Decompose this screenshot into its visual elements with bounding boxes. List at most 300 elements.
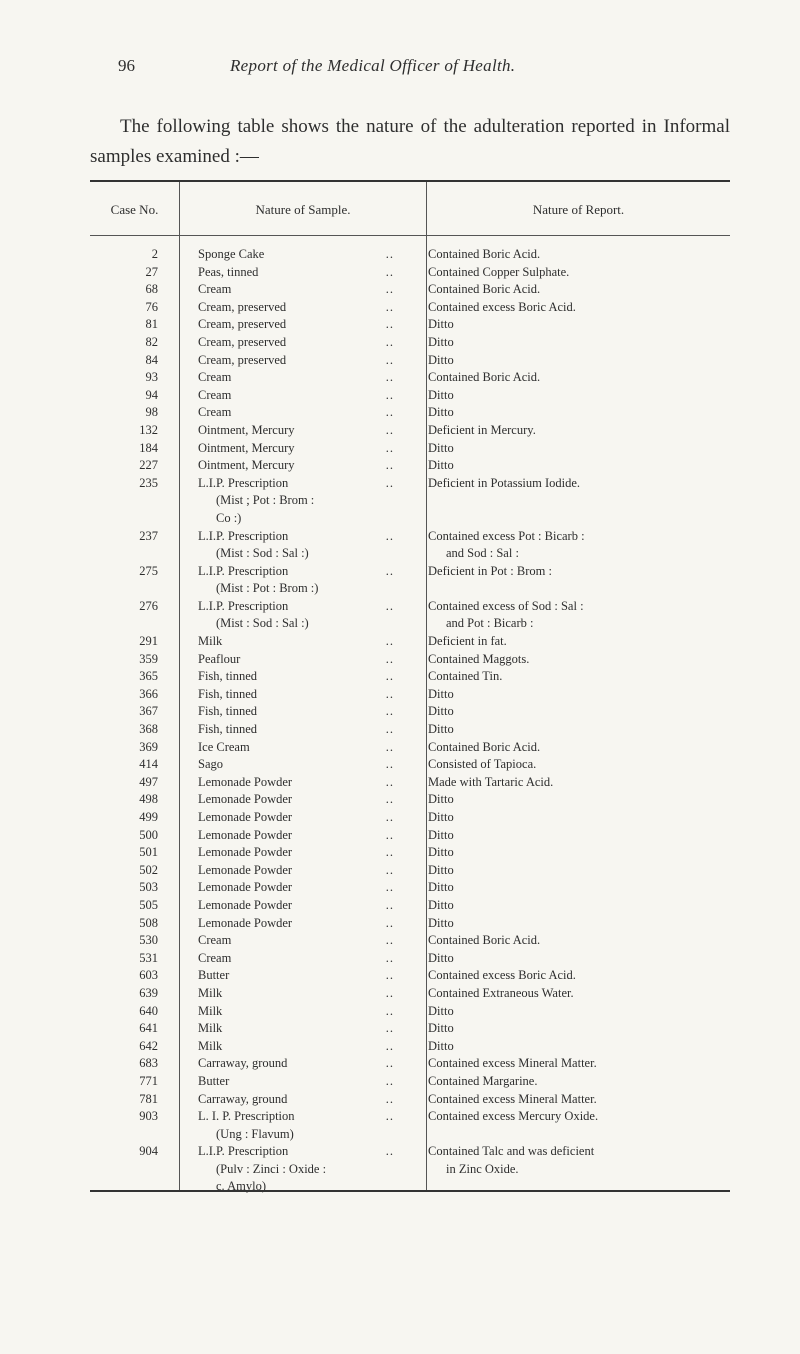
- report-text: Ditto: [428, 352, 454, 367]
- table-row: [90, 862, 730, 880]
- report-continuation: and Sod : Sal :: [446, 546, 519, 561]
- report-text: Ditto: [428, 810, 454, 825]
- sample-text: Milk: [198, 1038, 223, 1053]
- case-number: 501: [139, 845, 158, 860]
- dot-leader: ..: [385, 1144, 394, 1159]
- dot-leader: ..: [385, 1109, 394, 1124]
- dot-leader: ..: [385, 880, 394, 895]
- dot-leader: ..: [385, 1021, 394, 1036]
- sample-name: [198, 352, 394, 370]
- case-number: 771: [139, 1073, 158, 1088]
- sample-text: Cream, preserved: [198, 334, 287, 349]
- sample-text: Ointment, Mercury: [198, 458, 295, 473]
- sample-cell: [198, 1020, 394, 1038]
- table-row: [90, 352, 730, 370]
- case-number: 505: [139, 897, 158, 912]
- sample-cell: [198, 967, 394, 985]
- report-text: Contained excess Mineral Matter.: [428, 1091, 597, 1106]
- case-number: 904: [139, 1144, 158, 1159]
- dot-leader: ..: [385, 1073, 394, 1088]
- sample-cell: [198, 809, 394, 827]
- sample-text: L.I.P. Prescription: [198, 528, 289, 543]
- sample-text: Milk: [198, 1003, 223, 1018]
- sample-name: [198, 668, 394, 686]
- report-text: Ditto: [428, 1003, 454, 1018]
- dot-leader: ..: [385, 528, 394, 543]
- sample-text: Sponge Cake: [198, 247, 265, 261]
- case-number: 184: [139, 440, 158, 455]
- report-cell: [428, 1108, 728, 1126]
- case-number: 508: [139, 915, 158, 930]
- dot-leader: ..: [385, 950, 394, 965]
- report-cell: [428, 932, 728, 950]
- sample-text: Cream: [198, 282, 232, 297]
- case-number: 498: [139, 792, 158, 807]
- table-row: [90, 950, 730, 968]
- case-number: 291: [139, 634, 158, 649]
- sample-name: [198, 932, 394, 950]
- page-number: 96: [118, 56, 135, 75]
- table-row: [90, 651, 730, 669]
- report-text: Deficient in fat.: [428, 634, 507, 649]
- table-row: [90, 668, 730, 686]
- report-continuation: and Pot : Bicarb :: [446, 616, 534, 631]
- sample-name: [198, 316, 394, 334]
- table-row: [90, 475, 730, 528]
- sample-cell: [198, 422, 394, 440]
- case-number: 98: [145, 405, 158, 420]
- running-title: Report of the Medical Officer of Health.: [230, 56, 516, 75]
- sample-cell: [198, 598, 394, 633]
- table-row: [90, 739, 730, 757]
- dot-leader: ..: [385, 897, 394, 912]
- report-text: Ditto: [428, 950, 454, 965]
- sample-name: [198, 897, 394, 915]
- dot-leader: ..: [385, 669, 394, 684]
- table-row: [90, 1020, 730, 1038]
- sample-cell: [198, 633, 394, 651]
- report-cell: [428, 528, 728, 563]
- table-row: [90, 404, 730, 422]
- dot-leader: ..: [385, 282, 394, 297]
- case-number: 683: [139, 1056, 158, 1071]
- table-row: [90, 686, 730, 704]
- report-text: Contained excess Mineral Matter.: [428, 1056, 597, 1071]
- dot-leader: ..: [385, 1091, 394, 1106]
- table-row: [90, 440, 730, 458]
- sample-name: [198, 1108, 394, 1126]
- table-row: [90, 1073, 730, 1091]
- sample-text: Carraway, ground: [198, 1091, 288, 1106]
- sample-name: [198, 985, 394, 1003]
- report-text: Contained Boric Acid.: [428, 933, 541, 948]
- case-number: 275: [139, 563, 158, 578]
- case-number: 781: [139, 1091, 158, 1106]
- table-row: [90, 246, 730, 264]
- sample-name: [198, 334, 394, 352]
- sample-name: [198, 1143, 394, 1161]
- sample-cell: [198, 756, 394, 774]
- sample-cell: [198, 1003, 394, 1021]
- case-number: 530: [139, 933, 158, 948]
- dot-leader: ..: [385, 352, 394, 367]
- case-number: 81: [145, 317, 158, 332]
- dot-leader: ..: [385, 264, 394, 279]
- report-text: Deficient in Mercury.: [428, 422, 536, 437]
- dot-leader: ..: [385, 792, 394, 807]
- report-text: Consisted of Tapioca.: [428, 757, 537, 772]
- sample-name: [198, 915, 394, 933]
- sample-name: [198, 791, 394, 809]
- sample-text: Lemonade Powder: [198, 792, 293, 807]
- report-cell: [428, 774, 728, 792]
- sample-name: [198, 1073, 394, 1091]
- sample-text: Cream: [198, 387, 232, 402]
- sample-continuation: (Mist : Sod : Sal :): [216, 616, 309, 631]
- case-number: 84: [145, 352, 158, 367]
- case-number: 369: [139, 739, 158, 754]
- report-text: Deficient in Potassium Iodide.: [428, 475, 581, 490]
- report-text: Contained Extraneous Water.: [428, 985, 574, 1000]
- sample-continuation: c. Amylo): [216, 1179, 266, 1194]
- case-number: 903: [139, 1109, 158, 1124]
- sample-name: [198, 721, 394, 739]
- sample-name: [198, 299, 394, 317]
- sample-cell: [198, 352, 394, 370]
- sample-cell: [198, 985, 394, 1003]
- sample-continuation: (Mist : Sod : Sal :): [216, 546, 309, 561]
- sample-text: Milk: [198, 634, 223, 649]
- case-number: 27: [145, 264, 158, 279]
- sample-cell: [198, 246, 394, 264]
- dot-leader: ..: [385, 334, 394, 349]
- table-row: [90, 967, 730, 985]
- table-row: [90, 316, 730, 334]
- case-number: 227: [139, 458, 158, 473]
- report-cell: [428, 440, 728, 458]
- sample-text: Butter: [198, 1073, 230, 1088]
- sample-text: Fish, tinned: [198, 722, 258, 737]
- case-number: 603: [139, 968, 158, 983]
- report-cell: [428, 879, 728, 897]
- sample-name: [198, 440, 394, 458]
- dot-leader: ..: [385, 686, 394, 701]
- sample-name: [198, 369, 394, 387]
- sample-cell: [198, 703, 394, 721]
- dot-leader: ..: [385, 933, 394, 948]
- case-number: 368: [139, 722, 158, 737]
- case-number: 414: [139, 757, 158, 772]
- sample-cell: [198, 686, 394, 704]
- report-cell: [428, 1091, 728, 1109]
- case-number: 237: [139, 528, 158, 543]
- sample-name: [198, 739, 394, 757]
- case-number: 503: [139, 880, 158, 895]
- table-row: [90, 985, 730, 1003]
- table-row: [90, 756, 730, 774]
- sample-name: [198, 686, 394, 704]
- table-header-rule: [90, 235, 730, 236]
- report-text: Contained Boric Acid.: [428, 739, 541, 754]
- report-cell: [428, 756, 728, 774]
- sample-name: [198, 844, 394, 862]
- sample-name: [198, 1091, 394, 1109]
- dot-leader: ..: [385, 299, 394, 314]
- sample-cell: [198, 1091, 394, 1109]
- report-text: Ditto: [428, 458, 454, 473]
- case-number: 500: [139, 827, 158, 842]
- report-cell: [428, 915, 728, 933]
- report-text: Contained excess Boric Acid.: [428, 968, 576, 983]
- sample-name: [198, 703, 394, 721]
- report-text: Ditto: [428, 792, 454, 807]
- sample-name: [198, 281, 394, 299]
- dot-leader: ..: [385, 634, 394, 649]
- dot-leader: ..: [385, 1056, 394, 1071]
- report-text: Made with Tartaric Acid.: [428, 774, 554, 789]
- sample-continuation: (Mist : Pot : Brom :): [216, 581, 319, 596]
- report-cell: [428, 862, 728, 880]
- report-cell: [428, 651, 728, 669]
- case-number: 367: [139, 704, 158, 719]
- sample-continuation: Co :): [216, 510, 242, 525]
- sample-cell: [198, 404, 394, 422]
- report-cell: [428, 369, 728, 387]
- table-bottom-rule: [90, 1190, 730, 1192]
- sample-name: [198, 967, 394, 985]
- report-cell: [428, 897, 728, 915]
- sample-cell: [198, 827, 394, 845]
- sample-text: L.I.P. Prescription: [198, 1144, 289, 1159]
- case-number: 639: [139, 985, 158, 1000]
- dot-leader: ..: [385, 845, 394, 860]
- case-number: 499: [139, 810, 158, 825]
- report-text: Deficient in Pot : Brom :: [428, 563, 552, 578]
- sample-text: Cream: [198, 370, 232, 385]
- dot-leader: ..: [385, 704, 394, 719]
- sample-text: Peas, tinned: [198, 264, 259, 279]
- report-cell: [428, 563, 728, 581]
- sample-cell: [198, 387, 394, 405]
- case-number: 93: [145, 370, 158, 385]
- table-row: [90, 827, 730, 845]
- report-continuation: in Zinc Oxide.: [446, 1161, 519, 1176]
- report-cell: [428, 422, 728, 440]
- table-row: [90, 264, 730, 282]
- sample-name: [198, 633, 394, 651]
- case-number: 359: [139, 651, 158, 666]
- intro-paragraph: The following table shows the nature of the adulteration reported in Informal samples examined :—: [90, 116, 730, 167]
- case-number: 94: [145, 387, 158, 402]
- sample-cell: [198, 651, 394, 669]
- dot-leader: ..: [385, 422, 394, 437]
- table-row: [90, 563, 730, 598]
- report-text: Contained Talc and was deficient: [428, 1144, 595, 1159]
- report-cell: [428, 1073, 728, 1091]
- sample-cell: [198, 1055, 394, 1073]
- sample-text: L.I.P. Prescription: [198, 475, 289, 490]
- sample-text: Lemonade Powder: [198, 774, 293, 789]
- sample-name: [198, 1055, 394, 1073]
- sample-text: Lemonade Powder: [198, 845, 293, 860]
- dot-leader: ..: [385, 774, 394, 789]
- sample-name: [198, 651, 394, 669]
- dot-leader: ..: [385, 247, 394, 261]
- sample-cell: [198, 1143, 394, 1196]
- sample-cell: [198, 950, 394, 968]
- sample-text: Peaflour: [198, 651, 241, 666]
- case-number: 502: [139, 862, 158, 877]
- dot-leader: ..: [385, 915, 394, 930]
- sample-cell: [198, 897, 394, 915]
- sample-cell: [198, 440, 394, 458]
- table-row: [90, 299, 730, 317]
- dot-leader: ..: [385, 827, 394, 842]
- sample-name: [198, 563, 394, 581]
- sample-cell: [198, 791, 394, 809]
- table-top-rule: [90, 180, 730, 182]
- report-text: Contained excess Boric Acid.: [428, 299, 576, 314]
- report-cell: [428, 1020, 728, 1038]
- sample-text: Lemonade Powder: [198, 897, 293, 912]
- dot-leader: ..: [385, 440, 394, 455]
- report-cell: [428, 264, 728, 282]
- sample-name: [198, 598, 394, 616]
- report-cell: [428, 950, 728, 968]
- sample-text: Lemonade Powder: [198, 862, 293, 877]
- case-number: 276: [139, 598, 158, 613]
- table-row: [90, 1143, 730, 1196]
- case-number: 365: [139, 669, 158, 684]
- table-row: [90, 334, 730, 352]
- report-cell: [428, 1143, 728, 1178]
- dot-leader: ..: [385, 598, 394, 613]
- report-text: Ditto: [428, 915, 454, 930]
- sample-text: Cream, preserved: [198, 299, 287, 314]
- report-cell: [428, 967, 728, 985]
- sample-cell: [198, 879, 394, 897]
- table-row: [90, 1003, 730, 1021]
- report-cell: [428, 827, 728, 845]
- sample-text: Cream, preserved: [198, 317, 287, 332]
- report-text: Ditto: [428, 827, 454, 842]
- table-row: [90, 932, 730, 950]
- dot-leader: ..: [385, 1003, 394, 1018]
- report-text: Contained Margarine.: [428, 1073, 538, 1088]
- case-number: 642: [139, 1038, 158, 1053]
- report-cell: [428, 1003, 728, 1021]
- report-cell: [428, 246, 728, 264]
- header-nature-of-report: Nature of Report.: [532, 202, 625, 217]
- report-text: Ditto: [428, 1038, 454, 1053]
- report-cell: [428, 281, 728, 299]
- sample-name: [198, 879, 394, 897]
- sample-name: [198, 1003, 394, 1021]
- report-text: Ditto: [428, 897, 454, 912]
- sample-text: L.I.P. Prescription: [198, 563, 289, 578]
- dot-leader: ..: [385, 651, 394, 666]
- sample-cell: [198, 299, 394, 317]
- report-cell: [428, 985, 728, 1003]
- report-cell: [428, 668, 728, 686]
- report-cell: [428, 844, 728, 862]
- dot-leader: ..: [385, 370, 394, 385]
- table-row: [90, 897, 730, 915]
- report-cell: [428, 387, 728, 405]
- sample-text: Lemonade Powder: [198, 827, 293, 842]
- report-text: Contained excess of Sod : Sal :: [428, 598, 584, 613]
- table-row: [90, 879, 730, 897]
- sample-name: [198, 246, 394, 264]
- table-row: [90, 774, 730, 792]
- sample-text: Milk: [198, 985, 223, 1000]
- report-text: Ditto: [428, 845, 454, 860]
- sample-text: Cream: [198, 933, 232, 948]
- case-number: 497: [139, 774, 158, 789]
- sample-cell: [198, 334, 394, 352]
- report-text: Contained Copper Sulphate.: [428, 264, 570, 279]
- report-cell: [428, 809, 728, 827]
- sample-cell: [198, 528, 394, 563]
- table-row: [90, 387, 730, 405]
- case-number: 366: [139, 686, 158, 701]
- sample-text: Lemonade Powder: [198, 880, 293, 895]
- sample-continuation: (Pulv : Zinci : Oxide :: [216, 1161, 327, 1176]
- sample-text: L.I.P. Prescription: [198, 598, 289, 613]
- sample-continuation: (Mist ; Pot : Brom :: [216, 493, 315, 508]
- sample-text: Ice Cream: [198, 739, 250, 754]
- dot-leader: ..: [385, 985, 394, 1000]
- sample-cell: [198, 1073, 394, 1091]
- report-cell: [428, 316, 728, 334]
- sample-cell: [198, 1108, 394, 1143]
- table-row: [90, 457, 730, 475]
- report-text: Ditto: [428, 704, 454, 719]
- dot-leader: ..: [385, 563, 394, 578]
- dot-leader: ..: [385, 757, 394, 772]
- sample-text: Lemonade Powder: [198, 915, 293, 930]
- sample-name: [198, 387, 394, 405]
- table-row: [90, 844, 730, 862]
- report-text: Contained Boric Acid.: [428, 282, 541, 297]
- sample-cell: [198, 844, 394, 862]
- table-row: [90, 791, 730, 809]
- table-row: [90, 721, 730, 739]
- report-text: Contained Maggots.: [428, 651, 530, 666]
- report-text: Contained Tin.: [428, 669, 503, 684]
- sample-text: Butter: [198, 968, 230, 983]
- report-cell: [428, 404, 728, 422]
- sample-continuation: (Ung : Flavum): [216, 1126, 294, 1141]
- header-case-no: Case No.: [110, 202, 159, 217]
- sample-text: Milk: [198, 1021, 223, 1036]
- report-cell: [428, 352, 728, 370]
- sample-cell: [198, 932, 394, 950]
- report-cell: [428, 475, 728, 493]
- sample-text: Cream, preserved: [198, 352, 287, 367]
- case-number: 132: [139, 422, 158, 437]
- sample-cell: [198, 1038, 394, 1056]
- sample-text: Ointment, Mercury: [198, 440, 295, 455]
- table-row: [90, 809, 730, 827]
- table-row: [90, 1038, 730, 1056]
- sample-name: [198, 422, 394, 440]
- report-cell: [428, 686, 728, 704]
- report-text: Ditto: [428, 405, 454, 420]
- sample-name: [198, 404, 394, 422]
- table-row: [90, 422, 730, 440]
- table-row: [90, 1091, 730, 1109]
